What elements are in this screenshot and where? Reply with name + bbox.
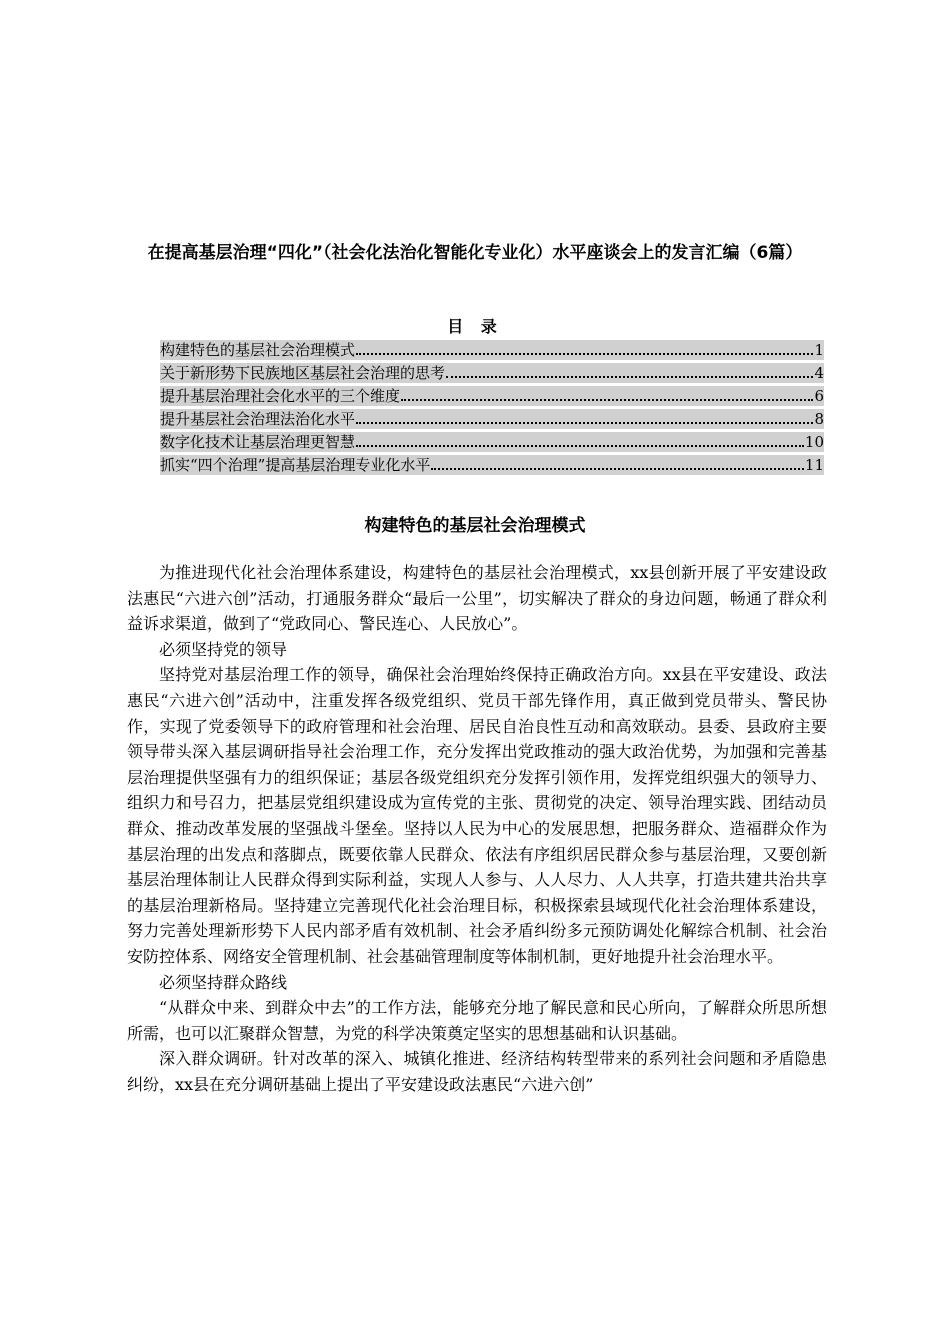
toc-entry-label: 关于新形势下民族地区基层社会治理的思考 — [160, 364, 446, 382]
toc-entry[interactable] — [160, 455, 824, 475]
paragraph: “从群众中来、到群众中去”的工作方法，能够充分地了解民意和民心所向，了解群众所思所想所需，也可以汇聚群众智慧，为党的科学决策奠定坚实的思想基础和认识基础。 — [127, 998, 827, 1043]
toc-heading: 目 录 — [447, 317, 503, 336]
toc-entry-label: 构建特色的基层社会治理模式 — [160, 341, 356, 359]
toc-leader-dots — [446, 376, 813, 378]
subheading: 必须坚持党的领导 — [159, 639, 288, 659]
toc-entry-page: 11 — [804, 456, 824, 474]
toc-entry[interactable] — [160, 363, 824, 383]
toc-entry-label: 数字化技术让基层治理更智慧 — [160, 433, 356, 451]
toc-leader-dots — [356, 422, 813, 424]
toc-entry[interactable] — [160, 340, 824, 360]
toc-entry[interactable] — [160, 409, 824, 429]
toc-entry[interactable] — [160, 386, 824, 406]
toc-entry-page: 10 — [804, 433, 824, 451]
body-text — [127, 560, 827, 1097]
toc-entry[interactable] — [160, 432, 824, 452]
subheading: 必须坚持群众路线 — [159, 972, 288, 992]
paragraph: 深入群众调研。针对改革的深入、城镇化推进、经济结构转型带来的系列社会问题和矛盾隐患纠纷，xx县在充分调研基础上提出了平安建设政法惠民“六进六创” — [127, 1049, 827, 1094]
toc-entry-page: 8 — [814, 410, 824, 428]
toc-entry-label: 提升基层治理社会化水平的三个维度 — [160, 387, 401, 405]
toc-leader-dots — [356, 353, 813, 355]
toc-leader-dots — [401, 399, 813, 401]
toc-entry-label: 提升基层社会治理法治化水平 — [160, 410, 356, 428]
toc-leader-dots — [356, 445, 804, 447]
toc-entry-page: 4 — [814, 364, 824, 382]
table-of-contents — [160, 340, 824, 478]
toc-entry-page: 6 — [814, 387, 824, 405]
paragraph: 为推进现代化社会治理体系建设，构建特色的基层社会治理模式，xx县创新开展了平安建设政法惠民“六进六创”活动，打通服务群众“最后一公里”，切实解决了群众的身边问题，畅通了群众利益诉求渠道，做到了“党政同心、警民连心、人民放心”。 — [127, 563, 827, 634]
toc-entry-page: 1 — [814, 341, 824, 359]
document-title: 在提高基层治理“四化”（社会化法治化智能化专业化）水平座谈会上的发言汇编（6篇） — [147, 243, 803, 263]
toc-leader-dots — [431, 468, 804, 470]
paragraph: 坚持党对基层治理工作的领导，确保社会治理始终保持正确政治方向。xx县在平安建设、政法惠民“六进六创”活动中，注重发挥各级党组织、党员干部先锋作用，真正做到党员带头、警民协作，实现了党委领导下的政府管理和社会治理、居民自治良性互动和高效联动。县委、县政府主要领导带头深入基层调研指导社会治理工作，充分发挥出党政推动的强大政治优势，为加强和完善基层治理提供坚强有力的组织保证；基层各级党组织充分发挥引领作用，发挥党组织强大的领导力、组织力和号召力，把基层党组织建设成为宣传党的主张、贯彻党的决定、领导治理实践、团结动员群众、推动改革发展的坚强战斗堡垒。坚持以人民为中心的发展思想，把服务群众、造福群众作为基层治理的出发点和落脚点，既要依靠人民群众、依法有序组织居民群众参与基层治理，又要创新基层治理体制让人民群众得到实际利益，实现人人参与、人人尽力、人人共享，打造共建共治共享的基层治理新格局。坚持建立完善现代化社会治理目标，积极探索县域现代化社会治理体系建设，努力完善处理新形势下人民内部矛盾有效机制、社会矛盾纠纷多元预防调处化解综合机制、社会治安防控体系、网络安全管理机制、社会基础管理制度等体制机制，更好地提升社会治理水平。 — [127, 665, 827, 966]
toc-entry-label: 抓实“四个治理”提高基层治理专业化水平 — [160, 456, 431, 474]
section-heading: 构建特色的基层社会治理模式 — [364, 516, 586, 536]
